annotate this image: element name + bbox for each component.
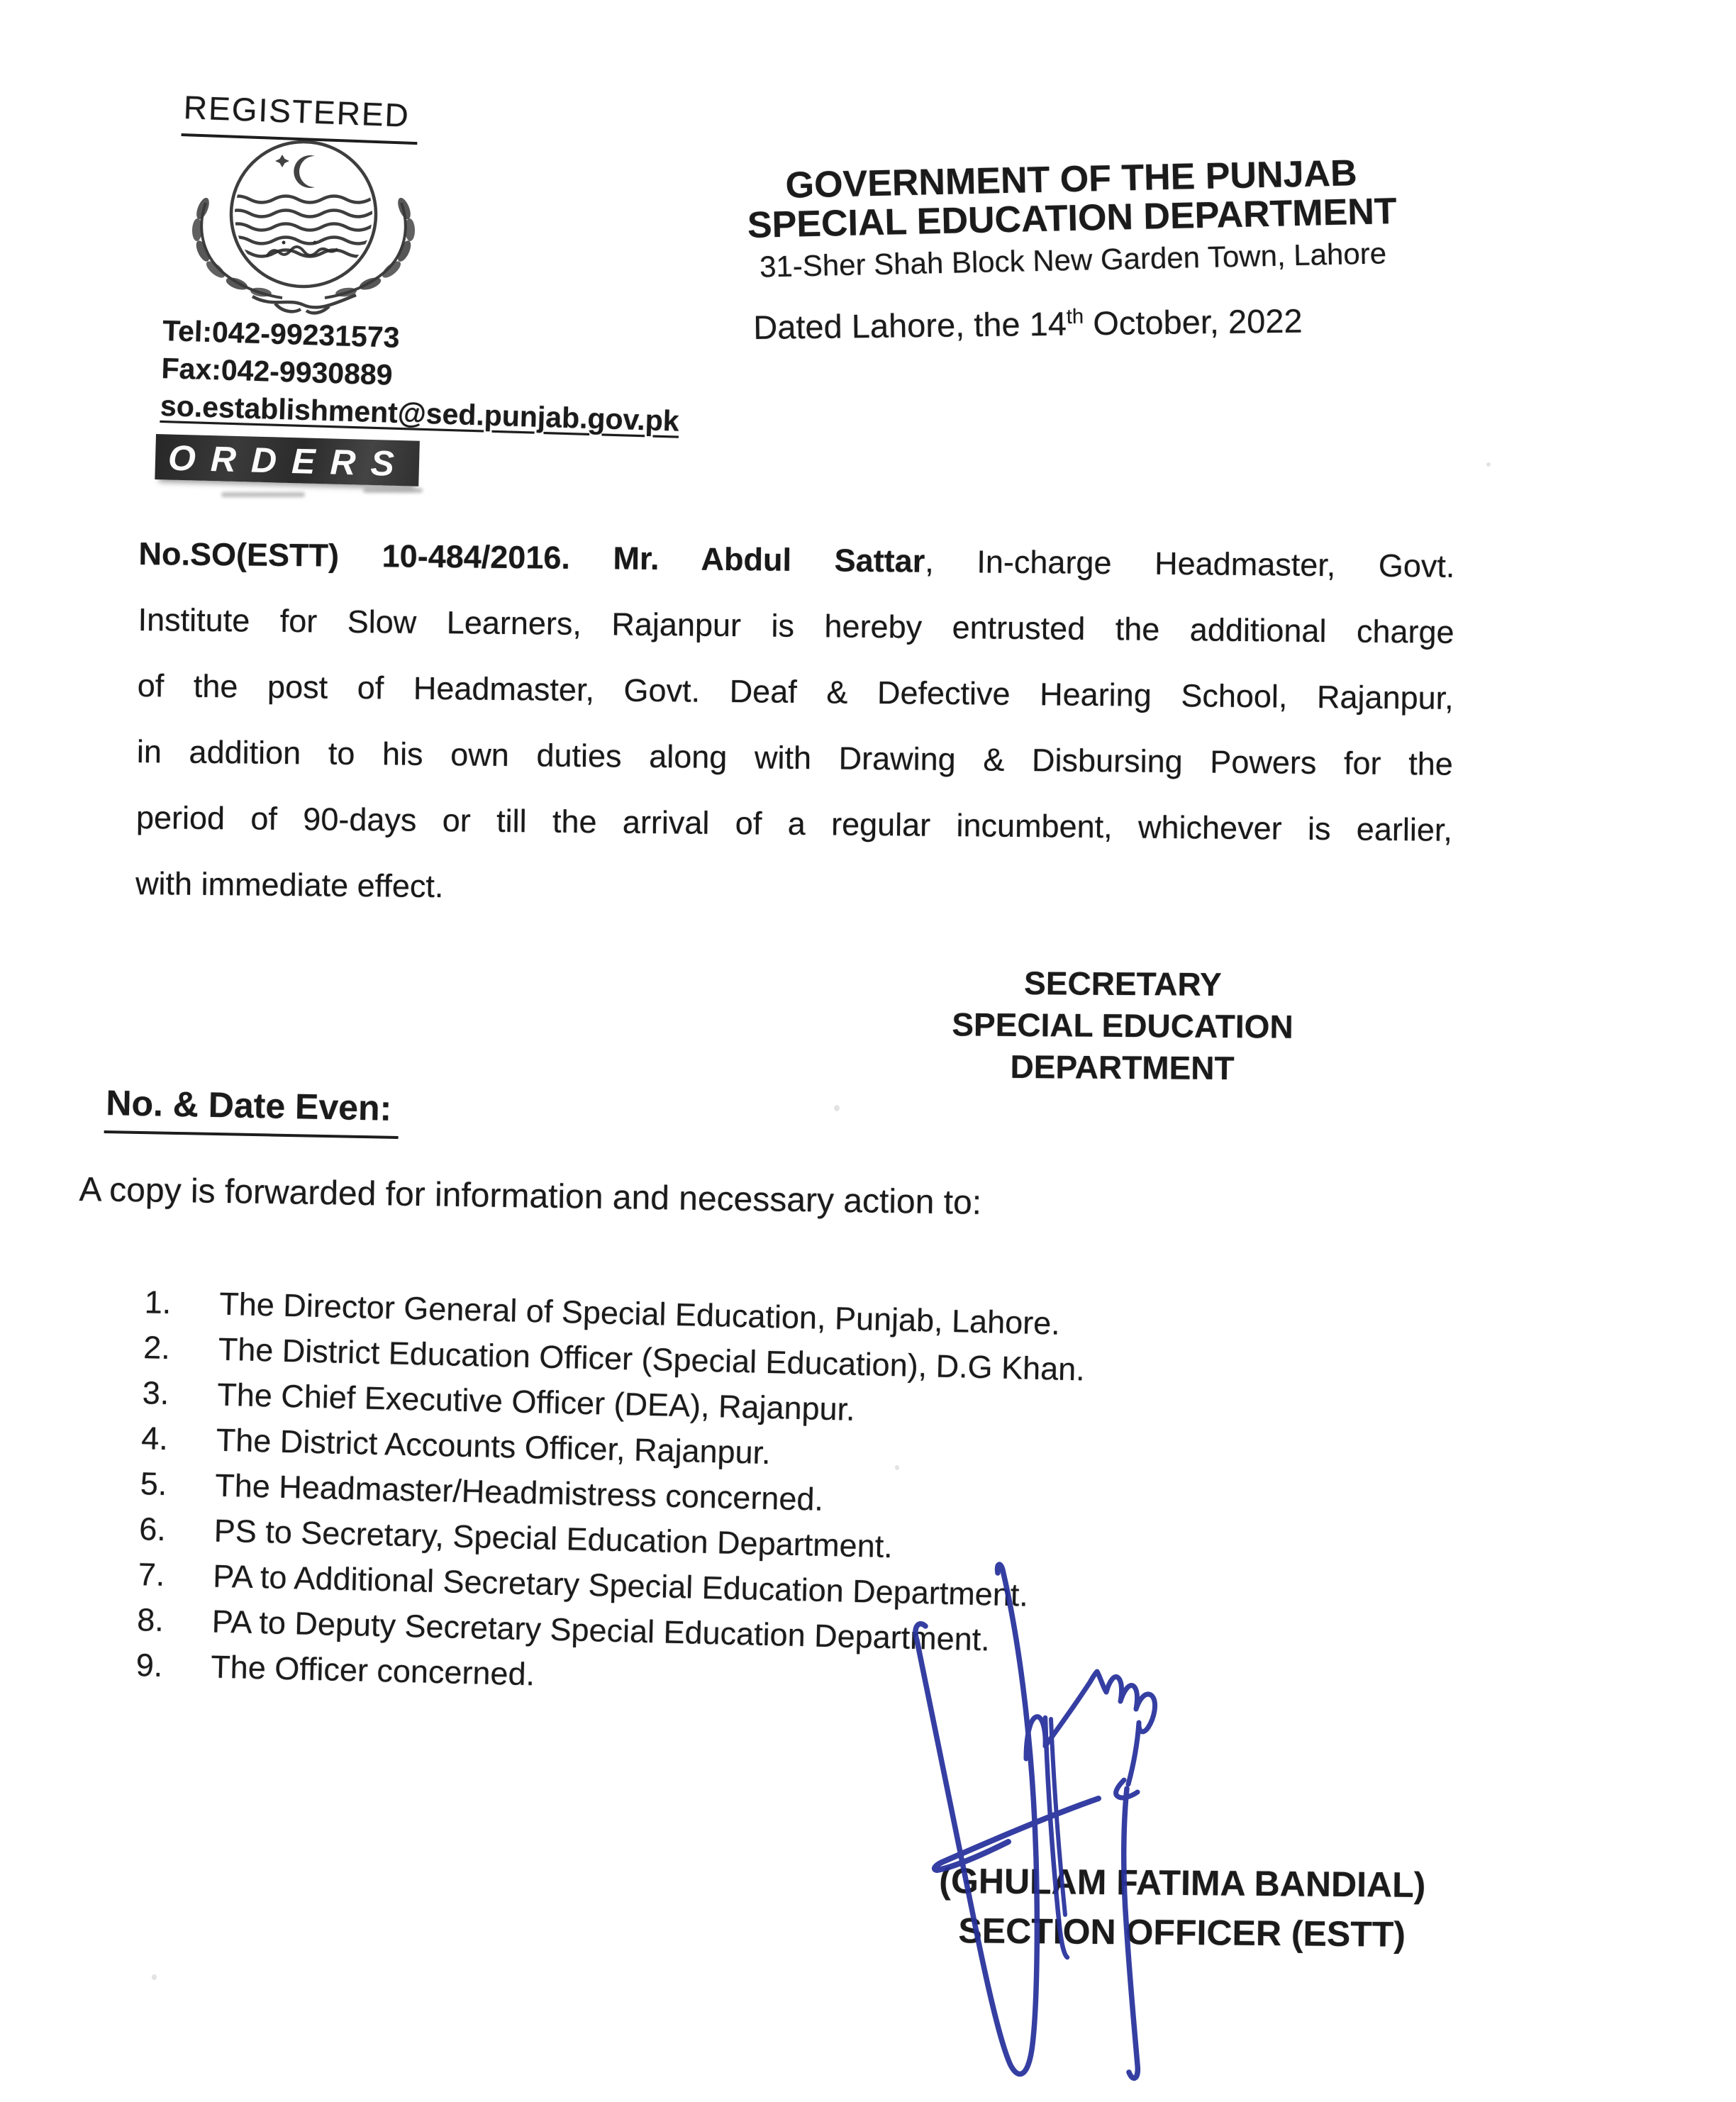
scan-speck	[152, 1974, 157, 1980]
crescent-star-icon	[275, 155, 315, 188]
item-number: 5.	[140, 1465, 167, 1502]
para-line: of the post of Headmaster, Govt. Deaf & Defective Hearing School, Rajanpur,	[137, 667, 1454, 716]
item-number: 9.	[135, 1647, 163, 1684]
item-number: 8.	[136, 1601, 165, 1638]
item-text: The Headmaster/Headmistress concerned.	[214, 1467, 824, 1518]
registered-label: REGISTERED	[182, 88, 419, 145]
scan-speck	[895, 1465, 899, 1470]
forwarding-line: A copy is forwarded for information and necessary action to:	[79, 1170, 982, 1222]
item-text: PS to Secretary, Special Education Department.	[213, 1512, 894, 1565]
para-line: with immediate effect.	[135, 864, 444, 905]
orders-banner: ORDERS	[155, 434, 420, 486]
signatory-name: (GHULAM FATIMA BANDIAL)	[939, 1861, 1426, 1905]
signatory-post-line: DEPARTMENT	[1010, 1047, 1235, 1087]
dept-name-line1: GOVERNMENT OF THE PUNJAB	[785, 152, 1358, 206]
date-ordinal-suffix: th	[1066, 305, 1084, 328]
item-text: The District Education Officer (Special Education), D.G Khan.	[218, 1330, 1086, 1388]
copy-list	[129, 1284, 1086, 1714]
secretary-sign-block	[937, 962, 1307, 1090]
para-line: in addition to his own duties along with Drawing & Disbursing Powers for the	[136, 733, 1454, 782]
contact-email: so.establishment@sed.punjab.gov.pk	[160, 389, 680, 438]
order-paragraph	[135, 521, 1455, 929]
signatory-block	[862, 1855, 1501, 1960]
para-line: period of 90-days or till the arrival of a regular incumbent, whichever is earlier,	[135, 799, 1453, 848]
item-number: 7.	[138, 1556, 165, 1593]
date-text: Dated Lahore, the 14	[753, 304, 1067, 346]
contact-tel: Tel:042-99231573	[162, 313, 401, 354]
scan-smudge	[221, 492, 305, 497]
order-ref: No.SO(ESTT) 10-484/2016. Mr. Abdul Sattar	[138, 535, 925, 579]
punjab-emblem-icon	[169, 135, 433, 321]
item-number: 2.	[143, 1329, 171, 1367]
signatory-post-line: SECRETARY	[1023, 964, 1222, 1003]
item-text: The Officer concerned.	[210, 1648, 535, 1693]
date-line	[753, 301, 1303, 347]
item-number: 6.	[138, 1511, 167, 1547]
item-number: 1.	[144, 1284, 172, 1321]
date-text-rest: October, 2022	[1083, 301, 1303, 343]
dept-address: 31-Sher Shah Block New Garden Town, Lahore	[759, 236, 1387, 284]
item-number: 3.	[142, 1374, 169, 1412]
item-number: 4.	[140, 1420, 169, 1457]
item-text: The Chief Executive Officer (DEA), Rajanpur.	[216, 1376, 856, 1428]
item-text: PA to Deputy Secretary Special Education Department.	[211, 1603, 991, 1658]
signatory-post-line: SPECIAL EDUCATION	[952, 1006, 1293, 1045]
letterhead	[694, 152, 1450, 284]
scan-speck	[834, 1105, 840, 1111]
item-text: The Director General of Special Education, Punjab, Lahore.	[218, 1285, 1061, 1342]
contact-fax: Fax:042-9930889	[160, 351, 394, 391]
contact-block	[160, 312, 681, 440]
no-date-even-label: No. & Date Even:	[104, 1082, 399, 1139]
scan-smudge	[363, 488, 423, 493]
signatory-title: SECTION OFFICER (ESTT)	[958, 1911, 1406, 1954]
item-text: The District Accounts Officer, Rajanpur.	[216, 1421, 772, 1472]
scan-speck	[1486, 462, 1491, 467]
para-line: Institute for Slow Learners, Rajanpur is hereby entrusted the additional charge	[138, 601, 1454, 650]
dept-name-line2: SPECIAL EDUCATION DEPARTMENT	[747, 190, 1398, 246]
item-text: PA to Additional Secretary Special Education Department.	[212, 1557, 1029, 1613]
ribbon-icon	[252, 295, 356, 313]
para-text: , In-charge Headmaster, Govt.	[924, 543, 1455, 584]
para-line	[138, 521, 1455, 599]
